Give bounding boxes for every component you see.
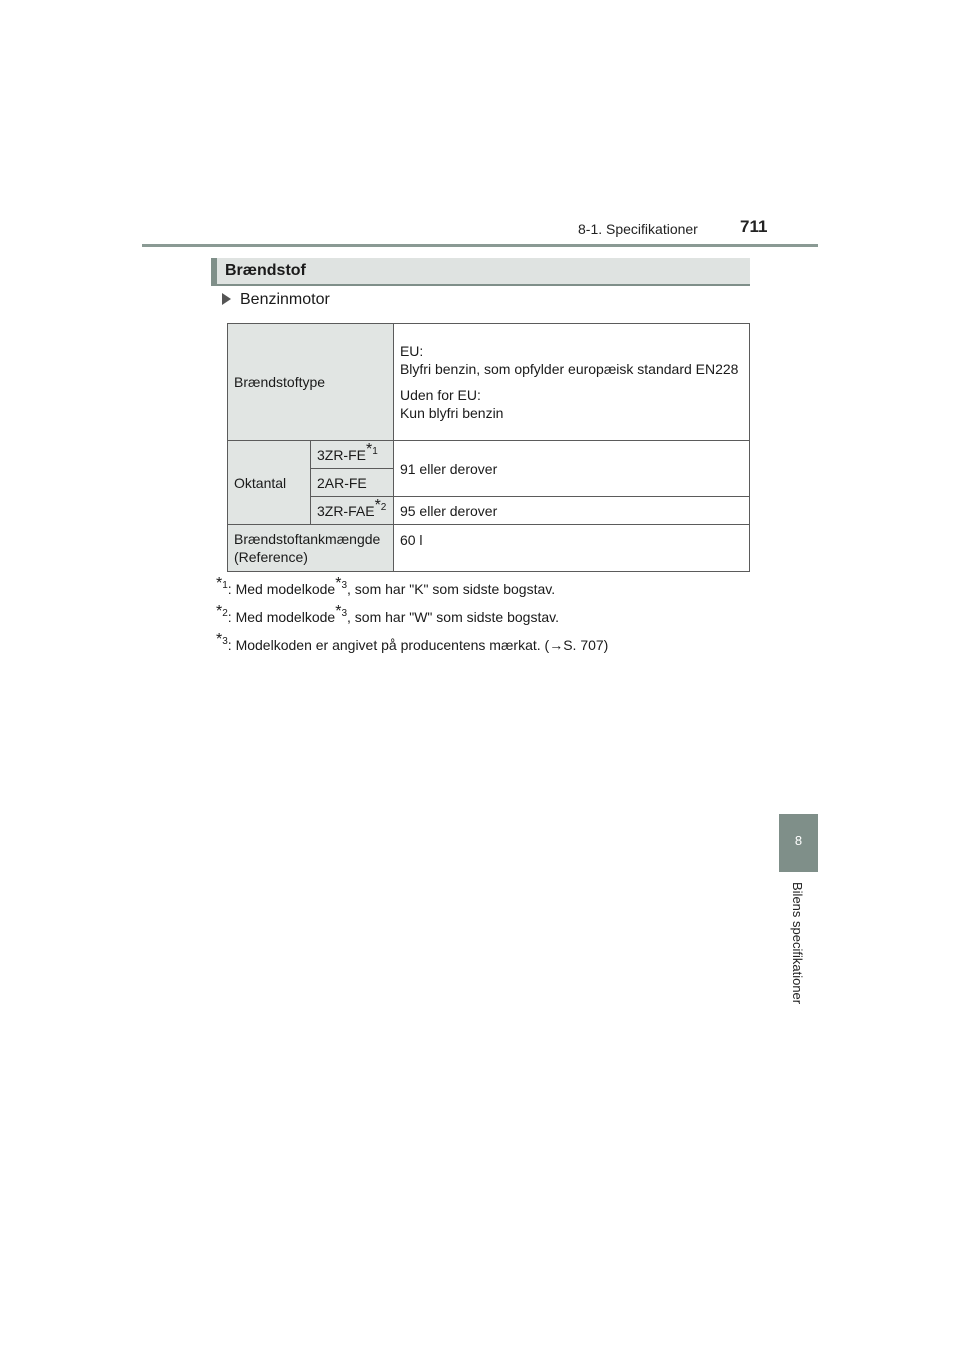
footnotes	[216, 575, 756, 664]
fuel-type-label: Brændstoftype	[234, 374, 326, 390]
fuel-type-label-cell	[228, 324, 394, 441]
footnote: $^{*3}$: Modelkoden er angivet på producentens mærkat. (→S. 707)	[216, 631, 609, 653]
octane-value: 91 eller derover	[399, 460, 498, 477]
engine-subheading-text: Benzinmotor	[240, 291, 330, 308]
eu-text: Blyfri benzin, som opfylder europæisk standard EN228	[399, 361, 739, 377]
engine-name: 3ZR-FAE	[316, 502, 375, 519]
section-header-bar	[211, 258, 750, 286]
engine-cell	[310, 441, 393, 469]
octane-value-cell	[393, 441, 749, 497]
arrow-right-icon: →	[549, 637, 564, 653]
table-row	[228, 441, 750, 469]
octane-value-cell	[393, 497, 749, 525]
chapter-tab-label: Bilens specifikationer	[790, 882, 805, 1005]
tank-value-cell	[393, 525, 749, 572]
octane-value: 95 eller derover	[399, 502, 498, 519]
section-header-accent	[211, 258, 217, 284]
footnote-ref: *2	[374, 496, 387, 514]
footnote-ref: *1	[365, 440, 378, 458]
engine-subheading	[222, 291, 330, 309]
engine-name: 3ZR-FE	[316, 446, 366, 463]
chapter-section-title: 8-1. Specifikationer	[578, 221, 698, 237]
footnote: $^{*1}$: Med modelkode$^{*3}$, som har "K" som sidste bogstav.	[216, 575, 556, 597]
non-eu-label: Uden for EU:	[399, 387, 481, 403]
tank-value: 60 l	[399, 532, 423, 548]
tank-label: Brændstoftankmængde	[234, 531, 381, 547]
tank-label-note: (Reference)	[234, 549, 308, 565]
chapter-tab-number: 8	[794, 833, 803, 848]
engine-name: 2AR-FE	[316, 474, 367, 491]
engine-cell	[310, 469, 393, 497]
tank-label-cell	[228, 525, 394, 572]
table-row	[228, 324, 750, 441]
footnote: $^{*2}$: Med modelkode$^{*3}$, som har "W" som sidste bogstav.	[216, 603, 559, 625]
chapter-tab	[779, 814, 818, 872]
table-row	[228, 525, 750, 572]
non-eu-text: Kun blyfri benzin	[399, 405, 504, 421]
octane-label: Oktantal	[234, 474, 287, 491]
header-divider	[142, 244, 818, 247]
engine-cell	[310, 497, 393, 525]
triangle-bullet-icon	[222, 293, 231, 305]
section-title: Brændstof	[225, 262, 306, 279]
page-number: 711	[740, 217, 768, 236]
eu-label: EU:	[399, 343, 424, 359]
fuel-spec-table	[227, 323, 750, 572]
octane-label-cell	[228, 441, 311, 525]
fuel-type-value-cell	[393, 324, 749, 441]
